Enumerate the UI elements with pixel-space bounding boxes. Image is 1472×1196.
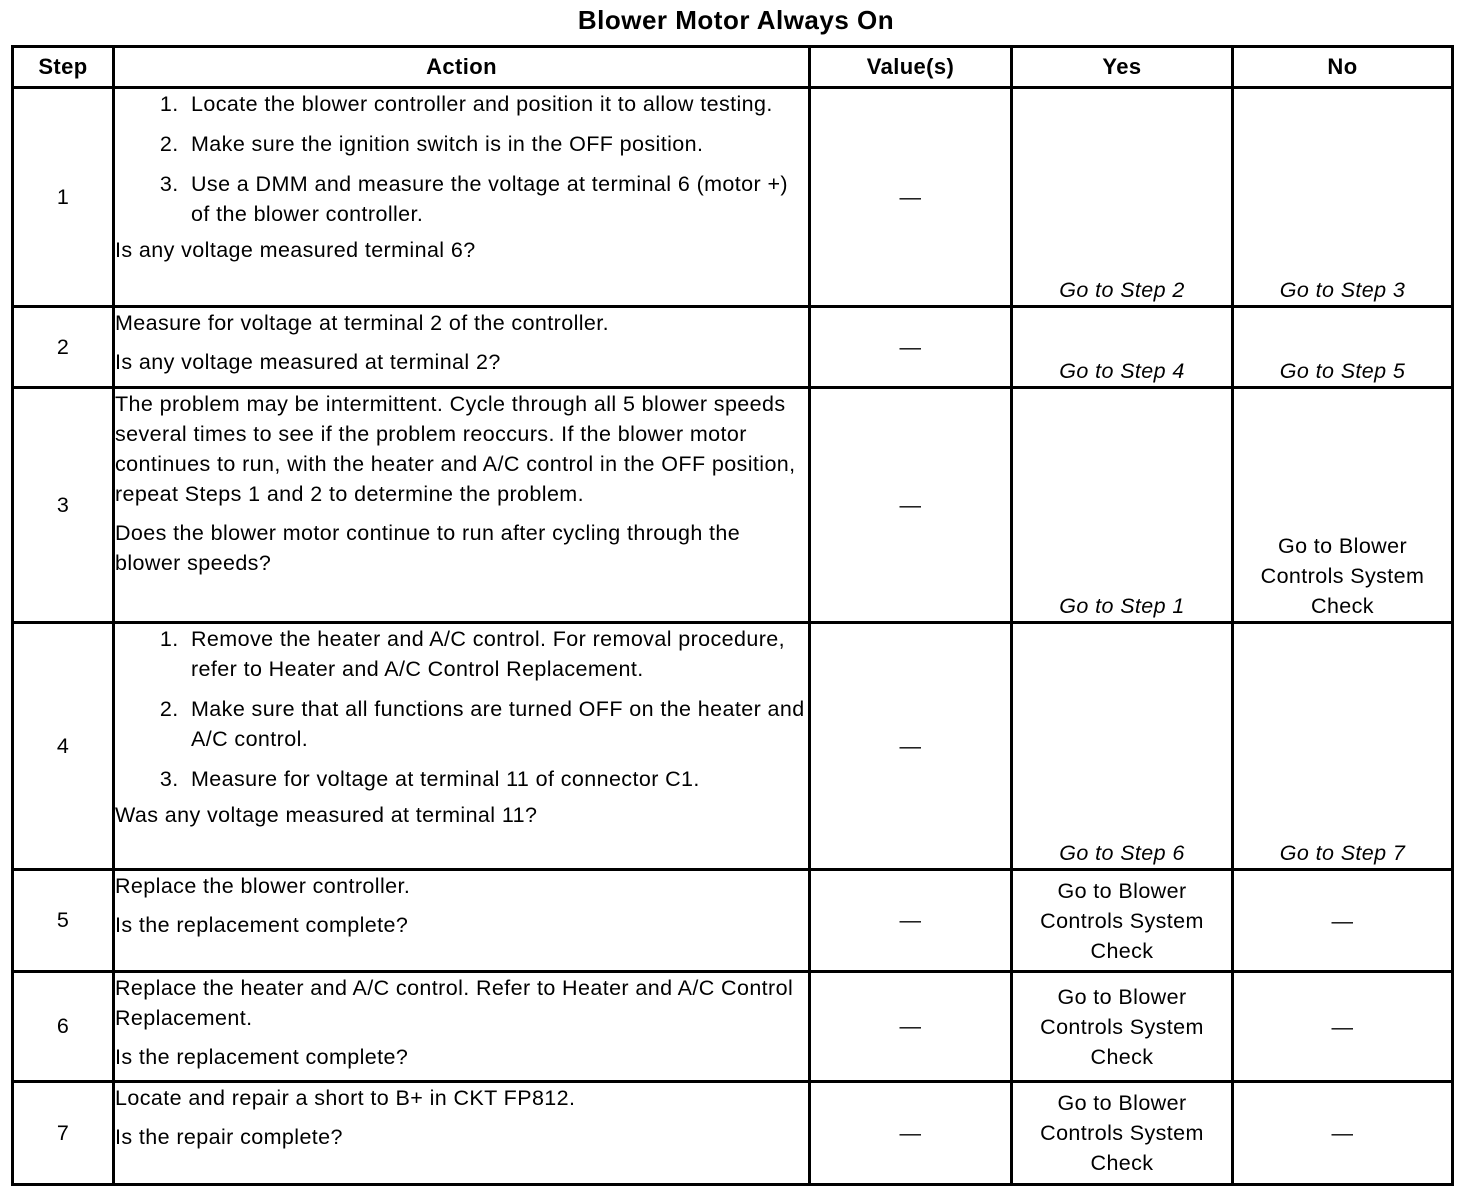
no-cell: Go to Blower Controls System Check (1233, 388, 1453, 623)
yes-cell: Go to Step 1 (1012, 388, 1233, 623)
value-cell: — (810, 972, 1012, 1082)
action-question: Is any voltage measured terminal 6? (115, 238, 476, 262)
step-number: 3 (13, 388, 114, 623)
value-cell: — (810, 623, 1012, 870)
step-number: 7 (13, 1082, 114, 1185)
action-text: Replace the heater and A/C control. Refer to Heater and A/C Control Replacement. (115, 976, 794, 1030)
action-cell (114, 972, 810, 1082)
table-row (13, 88, 1453, 307)
substep-item: 3. Measure for voltage at terminal 11 of connector C1. (185, 764, 808, 794)
action-question: Is the replacement complete? (115, 1045, 409, 1069)
table-row (13, 1082, 1453, 1185)
action-cell (114, 623, 810, 870)
action-cell (114, 870, 810, 972)
action-text: Replace the blower controller. (115, 874, 411, 898)
yes-cell: Go to Blower Controls System Check (1012, 870, 1233, 972)
substep-list (115, 624, 808, 794)
step-number: 5 (13, 870, 114, 972)
step-number: 6 (13, 972, 114, 1082)
substep-item: 2. Make sure that all functions are turned OFF on the heater and A/C control. (185, 694, 808, 754)
table-row (13, 870, 1453, 972)
substep-item: 1. Locate the blower controller and position it to allow testing. (185, 89, 808, 119)
header-no: No (1233, 47, 1453, 88)
action-text: Measure for voltage at terminal 2 of the controller. (115, 311, 610, 335)
value-cell: — (810, 1082, 1012, 1185)
action-question: Does the blower motor continue to run after cycling through the blower speeds? (115, 521, 741, 575)
header-action: Action (114, 47, 810, 88)
no-cell: — (1233, 972, 1453, 1082)
step-number: 2 (13, 307, 114, 388)
substep-item: 1. Remove the heater and A/C control. For removal procedure, refer to Heater and A/C Control Replacement. (185, 624, 808, 684)
table-row (13, 388, 1453, 623)
value-cell: — (810, 307, 1012, 388)
header-step: Step (13, 47, 114, 88)
substep-item: 3. Use a DMM and measure the voltage at terminal 6 (motor +) of the blower controller. (185, 169, 808, 229)
yes-cell: Go to Step 4 (1012, 307, 1233, 388)
yes-cell: Go to Blower Controls System Check (1012, 972, 1233, 1082)
no-cell: Go to Step 5 (1233, 307, 1453, 388)
action-cell (114, 1082, 810, 1185)
action-question: Was any voltage measured at terminal 11? (115, 803, 538, 827)
no-cell: Go to Step 3 (1233, 88, 1453, 307)
action-question: Is the replacement complete? (115, 913, 409, 937)
step-number: 1 (13, 88, 114, 307)
action-text: The problem may be intermittent. Cycle through all 5 blower speeds several times to see if the problem reoccurs. If the blower motor continues to run, with the heater and A/C control in the OFF position, repeat Steps 1 and 2 to determine the problem. (115, 392, 796, 506)
step-number: 4 (13, 623, 114, 870)
no-cell: — (1233, 870, 1453, 972)
no-cell: — (1233, 1082, 1453, 1185)
table-header-row (13, 47, 1453, 88)
value-cell: — (810, 388, 1012, 623)
value-cell: — (810, 870, 1012, 972)
diagnostic-table (11, 45, 1454, 1186)
yes-cell: Go to Step 6 (1012, 623, 1233, 870)
yes-cell: Go to Step 2 (1012, 88, 1233, 307)
table-row (13, 307, 1453, 388)
yes-cell: Go to Blower Controls System Check (1012, 1082, 1233, 1185)
header-yes: Yes (1012, 47, 1233, 88)
substep-list (115, 89, 808, 229)
action-cell (114, 388, 810, 623)
no-cell: Go to Step 7 (1233, 623, 1453, 870)
table-row (13, 623, 1453, 870)
action-text: Locate and repair a short to B+ in CKT FP812. (115, 1086, 576, 1110)
action-question: Is any voltage measured at terminal 2? (115, 350, 501, 374)
action-cell (114, 307, 810, 388)
page-title: Blower Motor Always On (577, 5, 895, 35)
action-question: Is the repair complete? (115, 1125, 343, 1149)
table-row (13, 972, 1453, 1082)
action-cell (114, 88, 810, 307)
value-cell: — (810, 88, 1012, 307)
header-values: Value(s) (810, 47, 1012, 88)
substep-item: 2. Make sure the ignition switch is in the OFF position. (185, 129, 808, 159)
